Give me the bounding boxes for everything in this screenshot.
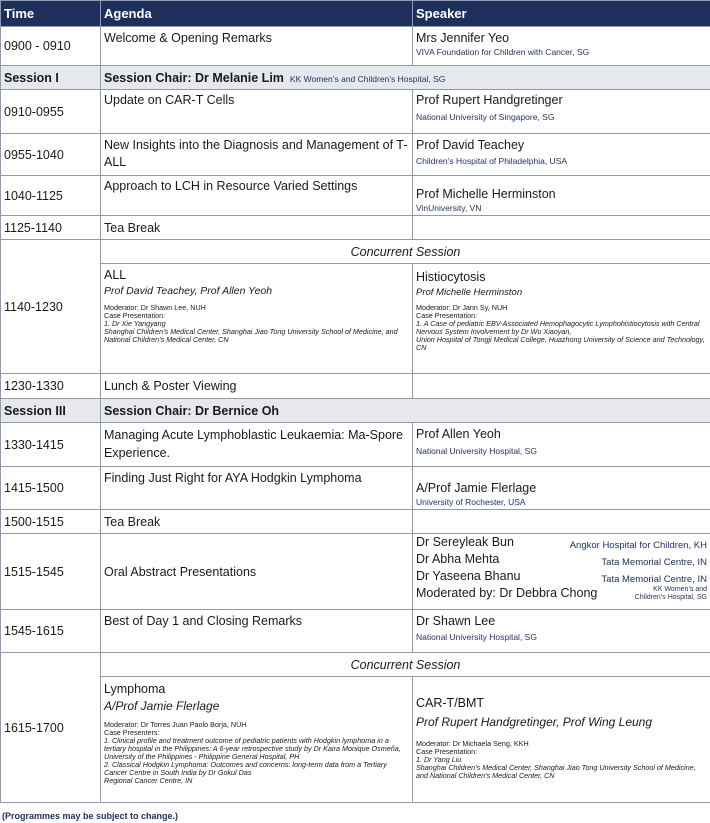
row-agenda: Finding Just Right for AYA Hodgkin Lymphoma [101,467,413,510]
row-time: 1515-1545 [1,534,101,610]
header-time: Time [1,1,101,27]
row-speaker-empty [413,374,710,399]
table-row [1,534,710,610]
table-row [1,510,710,534]
row-speaker: Dr Shawn Lee National University Hospital, SG [413,610,710,653]
header-speaker: Speaker [413,1,710,27]
row-agenda: New Insights into the Diagnosis and Management of T-ALL [101,134,413,176]
row-agenda: Welcome & Opening Remarks [101,27,413,66]
table-row [1,134,710,176]
concurrent-session-label: Concurrent Session [101,240,710,264]
row-time: 0900 - 0910 [1,27,101,66]
concurrent-header-row [1,240,710,264]
row-agenda: Approach to LCH in Resource Varied Settings [101,176,413,216]
table-row [1,610,710,653]
footnote: (Programmes may be subject to change.) [2,811,179,821]
row-time: 1615-1700 [1,653,101,803]
table-row [1,374,710,399]
concurrent-row [1,264,710,374]
row-time: 0955-1040 [1,134,101,176]
concurrent-header-row [1,653,710,677]
session-row [1,399,710,423]
session-chair: Session Chair: Dr Bernice Oh [101,399,710,423]
concurrent-right: Histiocytosis Prof Michelle Herminston Moderator: Dr Jann Sy, NUH Case Presentation: 1. A Case of pediatric EBV-Associated Hemophagocytic Lymphohistiocytosis with Central Nervous System Involvement by Dr Wu Xiaoyan, Union Hospital of Tongji Medical College, Huazhong University of Science and Technology, CN [413,264,710,374]
row-time: 1415-1500 [1,467,101,510]
table-row [1,90,710,134]
row-agenda: Managing Acute Lymphoblastic Leukaemia: Ma-Spore Experience. [101,423,413,467]
row-time: 1140-1230 [1,240,101,374]
presenter-row: Dr Yaseena Bhanu Tata Memorial Centre, IN [416,569,707,585]
concurrent-row [1,677,710,803]
session-label: Session III [1,399,101,423]
row-agenda: Tea Break [101,216,413,240]
row-time: 1040-1125 [1,176,101,216]
header-agenda: Agenda [101,1,413,27]
presenter-row: Dr Sereyleak Bun Angkor Hospital for Children, KH [416,535,707,551]
row-time: 0910-0955 [1,90,101,134]
session-label: Session I [1,66,101,90]
row-time: 1545-1615 [1,610,101,653]
table-row [1,216,710,240]
row-speaker-empty [413,216,710,240]
row-agenda: Lunch & Poster Viewing [101,374,413,399]
concurrent-left: Lymphoma A/Prof Jamie Flerlage Moderator: Dr Torres Juan Paolo Borja, NUH Case Presenters: 1. Clinical profile and treatment outcome of pediatric patients with Hodgkin lymphoma in a tertiary hospital in the Philippines: A 6-year retrospective study by Dr Kaira Monique Osmeña, University of the Philippines - Philippine General Hospital, PH 2. Classical Hodgkin Lymphoma: Outcomes and concerns: long-term data from a Tertiary Cancer Centre in South India by Dr Gokul Das Regional Cancer Centre, IN [101,677,413,803]
row-speaker: Prof Michelle Herminston VinUniversity, VN [413,176,710,216]
row-speaker-empty [413,510,710,534]
session-chair: Session Chair: Dr Melanie Lim KK Women’s and Children’s Hospital, SG [101,66,710,90]
table-row [1,423,710,467]
row-time: 1230-1330 [1,374,101,399]
row-speaker: Prof David Teachey Children’s Hospital of Philadelphia, USA [413,134,710,176]
row-time: 1125-1140 [1,216,101,240]
header-row [1,1,710,27]
row-speaker: Prof Allen Yeoh National University Hospital, SG [413,423,710,467]
table-row [1,467,710,510]
row-agenda: Tea Break [101,510,413,534]
table-row [1,176,710,216]
row-agenda: Oral Abstract Presentations [101,534,413,610]
session-row [1,66,710,90]
moderator-row: Moderated by: Dr Debbra Chong KK Women’s and Children’s Hospital, SG [416,586,707,601]
concurrent-left: ALL Prof David Teachey, Prof Allen Yeoh Moderator: Dr Shawn Lee, NUH Case Presentation: 1. Dr Xie Yangyang Shanghai Children’s Medical Center, Shanghai Jiao Tong University School of Medicine, and National Children’s Medical Center, CN [101,264,413,374]
row-speaker: A/Prof Jamie Flerlage University of Rochester, USA [413,467,710,510]
row-time: 1330-1415 [1,423,101,467]
row-time: 1500-1515 [1,510,101,534]
oral-presenters [413,534,710,610]
presenter-row: Dr Abha Mehta Tata Memorial Centre, IN [416,552,707,568]
concurrent-right: CAR-T/BMT Prof Rupert Handgretinger, Prof Wing Leung Moderator: Dr Michaela Seng, KKH Case Presentation: 1. Dr Yang Liu Shanghai Children’s Medical Center, Shanghai Jiao Tong University School of Medicine, and National Children’s Medical Center, CN [413,677,710,803]
row-agenda: Best of Day 1 and Closing Remarks [101,610,413,653]
row-speaker: Prof Rupert Handgretinger National University of Singapore, SG [413,90,710,134]
row-speaker: Mrs Jennifer Yeo VIVA Foundation for Children with Cancer, SG [413,27,710,66]
concurrent-session-label: Concurrent Session [101,653,710,677]
table-row [1,27,710,66]
row-agenda: Update on CAR-T Cells [101,90,413,134]
